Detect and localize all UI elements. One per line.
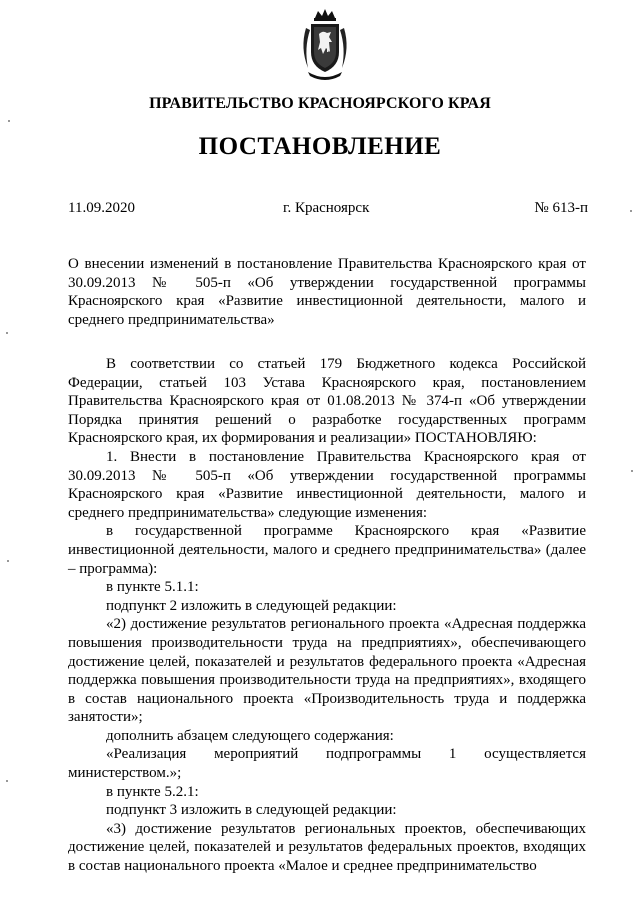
- program-paragraph: в государственной программе Красноярского края «Развитие инвестиционной деятельности, малого и среднего предпринимательства» (далее – программа):: [68, 523, 586, 577]
- add-paragraph-intro: дополнить абзацем следующего содержания:: [106, 727, 394, 744]
- point-5-2-1-paragraph: в пункте 5.2.1:: [106, 783, 199, 800]
- subpoint-3-intro-paragraph: подпункт 3 изложить в следующей редакции:: [106, 802, 397, 819]
- scan-speck: [6, 332, 8, 334]
- document-meta: [68, 200, 588, 220]
- scan-speck: [6, 780, 8, 782]
- document-type: ПОСТАНОВЛЕНИЕ: [198, 133, 442, 160]
- organization-name: ПРАВИТЕЛЬСТВО КРАСНОЯРСКОГО КРАЯ: [149, 95, 491, 112]
- document-number: № 613-п: [534, 200, 588, 216]
- subpoint-2-intro-paragraph: подпункт 2 изложить в следующей редакции:: [106, 597, 397, 614]
- document-date: 11.09.2020: [68, 200, 135, 216]
- scan-speck: [630, 210, 632, 212]
- coat-of-arms-icon: [296, 8, 354, 82]
- clause-1-paragraph: 1. Внести в постановление Правительства Красноярского края от 30.09.2013 № 505-п «Об утверждении государственной программы Красноярского края «Развитие инвестиционной деятельности, малого и среднего предпринимательства» следующие изменения:: [68, 448, 586, 521]
- scan-speck: [8, 120, 10, 122]
- subpoint-3-text-paragraph: «3) достижение результатов региональных проектов, обеспечивающих достижение целей, показателей и результатов федеральных проектов, входящих в состав национального проекта «Малое и среднее предпринимательство: [68, 820, 586, 875]
- preamble-paragraph: В соответствии со статьей 179 Бюджетного кодекса Российской Федерации, статьей 103 Устава Красноярского края, постановлением Правительства Красноярского края от 01.08.2013 № 374-п «Об утверждении Порядка принятия решений о разработке государственных программ Красноярского края, их формирования и реализации» ПОСТАНОВЛЯЮ:: [68, 356, 586, 447]
- document-city: г. Красноярск: [283, 200, 370, 216]
- point-5-1-1-paragraph: в пункте 5.1.1:: [106, 579, 199, 596]
- scan-speck: [631, 470, 633, 472]
- added-paragraph-text: «Реализация мероприятий подпрограммы 1 осуществляется министерством.»;: [68, 746, 586, 782]
- subpoint-2-text-paragraph: «2) достижение результатов регионального проекта «Адресная поддержка повышения производительности труда на предприятиях», обеспечивающего достижение целей, показателей и результатов федерального проекта «Адресная поддержка повышения производительности труда на предприятиях», входящего в состав национального проекта «Производительность труда и поддержка занятости»;: [68, 616, 586, 726]
- document-body: [68, 355, 586, 876]
- scan-speck: [7, 560, 9, 562]
- title-text: О внесении изменений в постановление Правительства Красноярского края от 30.09.2013 № 505-п «Об утверждении государственной программы Красноярского края «Развитие инвестиционной деятельности, малого и среднего предпринимательства»: [68, 256, 586, 328]
- document-title: [68, 255, 586, 329]
